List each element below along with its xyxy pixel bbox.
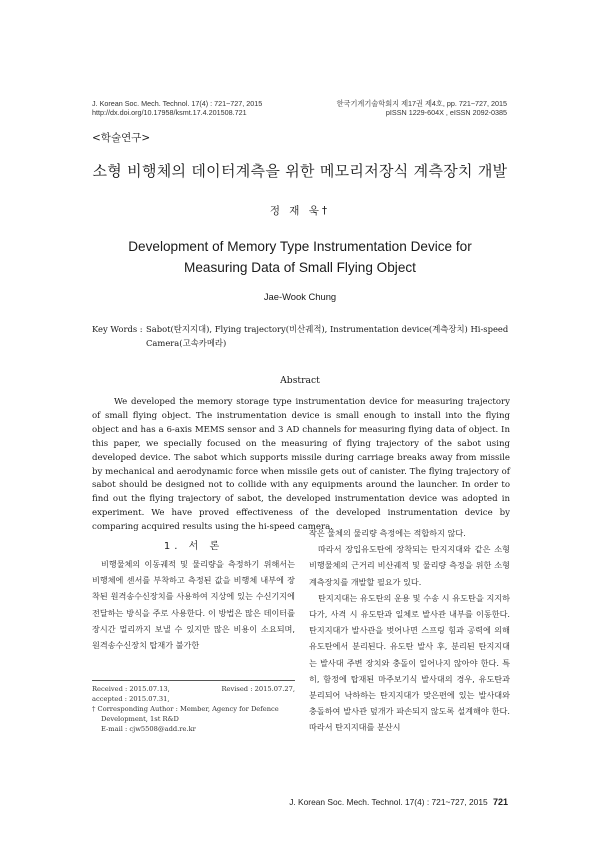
corresponding-author: † Corresponding Author : Member, Agency for Defence — [92, 705, 279, 713]
footnote-divider — [92, 680, 295, 681]
journal-header-left — [92, 99, 262, 117]
title-english-line1: Development of Memory Type Instrumentation Device for — [128, 239, 472, 254]
author-email[interactable]: E-mail : cjw5508@add.re.kr — [101, 725, 196, 733]
issn-line: pISSN 1229-604X , eISSN 2092-0385 — [385, 108, 507, 117]
keywords-label: Key Words : — [92, 324, 143, 334]
journal-header-right — [337, 99, 507, 117]
footer-citation: J. Korean Soc. Mech. Technol. 17(4) : 721~727, 2015 — [289, 797, 488, 807]
page-number: 721 — [492, 797, 508, 807]
intro-paragraph-3: 탄지지대는 유도탄의 운용 및 수송 시 유도탄을 지지하다가, 사격 시 유도탄과 일체로 발사관 내부를 이동한다. 탄지지대가 발사관을 벗어나면 스프링 힘과 공력에 의해 유도탄에서 분리된다. 유도탄 발사 후, 분리된 탄지지대는 발사대 주변 장치와 충돌이 일어나지 않아야 한다. 특히, 함정에 탑재된 마주보기식 발사대의 경우, 유도탄과 분리되어 낙하하는 탄지지대가 맞은편에 있는 발사대와 충돌하여 발사관 덮개가 파손되지 않도록 설계해야 한다. 따라서 탄지지대를 분산시 — [309, 592, 510, 733]
title-korean: 소형 비행체의 데이터계측을 위한 메모리저장식 계측장치 개발 — [92, 162, 508, 180]
abstract-heading: Abstract — [280, 375, 320, 386]
footnote-block — [92, 684, 295, 734]
abstract-body — [92, 396, 510, 535]
title-english-line2: Measuring Data of Small Flying Object — [184, 260, 416, 275]
footnote-dates-row — [92, 684, 295, 694]
keywords-block — [92, 322, 510, 350]
section-heading-introduction: 1. 서 론 — [163, 541, 224, 552]
right-column — [309, 525, 510, 736]
intro-paragraph-1-continued: 작은 물체의 물리량 측정에는 적합하지 않다. — [309, 528, 466, 538]
accepted-date: accepted : 2015.07.31, — [92, 695, 170, 703]
abstract-text: We developed the memory storage type instrumentation device for measuring trajectory of small flying object. The instrumentation device is small enough to install into the flying object and has a 6-axis MEMS sensor and 3 AD channels for measuring flying data of object. In this paper, we specially focused on the measuring of flying trajectory of the sabot using developed device. The sabot which supports missile during carriage breaks away from missile by mechanical and aerodynamic force when missile gets out of canister. The flying trajectory of sabot should be designed not to collide with any equipments around the launcher. In order to find out the flying trajectory of sabot, the developed instrumentation device was adopted in experiment. We have proved effectiveness of the developed instrumentation device by comparing acquired results using the hi-speed camera. — [92, 397, 510, 533]
received-date: Received : 2015.07.13, — [92, 685, 170, 693]
journal-citation-korean: 한국기계기술학회지 제17권 제4호, pp. 721~727, 2015 — [336, 99, 507, 108]
title-english — [0, 236, 600, 278]
intro-paragraph-2: 따라서 장입유도탄에 장착되는 탄지지대와 같은 소형비행물체의 근거리 비산궤적 및 물리량 측정을 위한 소형계측장치를 개발할 필요가 있다. — [309, 544, 510, 587]
revised-date: Revised : 2015.07.27, — [221, 685, 295, 693]
intro-paragraph-1: 비행물체의 이동궤적 및 물리량을 측정하기 위해서는 비행체에 센서를 부착하고 측정된 값을 비행체 내부에 장착된 원격송수신장치를 사용하여 지상에 있는 수신기지에 전달하는 방식을 주로 사용한다. 이 방법은 많은 데이터를 장시간 멀리까지 보낼 수 있지만 많은 비용이 소요되며, 원격송수신장치 탑재가 불가한 — [92, 559, 295, 651]
keywords-text: Sabot(탄지지대), Flying trajectory(비산궤적), Instrumentation device(계측장치) Hi-speed Camera(고속카메라) — [146, 324, 509, 348]
left-column — [92, 556, 295, 653]
page-footer — [289, 797, 508, 807]
article-category: <학술연구> — [92, 132, 151, 144]
doi-link[interactable]: http://dx.doi.org/10.17958/ksmt.17.4.201508.721 — [92, 108, 247, 117]
journal-citation: J. Korean Soc. Mech. Technol. 17(4) : 721~727, 2015 — [92, 99, 263, 108]
author-korean: 정 재 욱† — [269, 205, 331, 217]
author-english: Jae-Wook Chung — [263, 291, 337, 302]
author-affiliation: Development, 1st R&D — [101, 715, 179, 723]
